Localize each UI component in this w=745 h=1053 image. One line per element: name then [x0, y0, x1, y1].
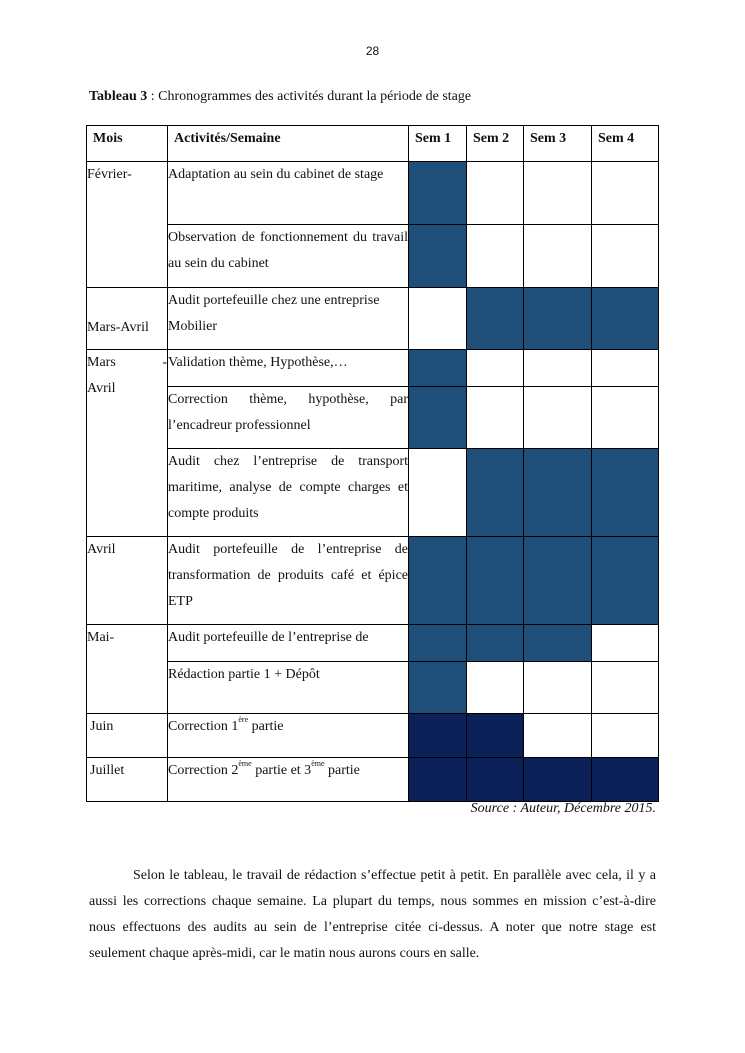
activity-cell: Adaptation au sein du cabinet de stage: [168, 162, 409, 225]
header-row: [87, 126, 659, 162]
activity-cell: Audit portefeuille de l’entreprise de: [168, 625, 409, 662]
week-cell: [467, 162, 524, 225]
week-cell: [409, 662, 467, 714]
week-cell: [592, 662, 659, 714]
table-row: [87, 662, 659, 714]
activity-cell: Rédaction partie 1 + Dépôt: [168, 662, 409, 714]
week-cell: [524, 714, 592, 758]
activity-text: Correction 2: [168, 763, 239, 778]
week-cell: [409, 387, 467, 449]
table-row: [87, 162, 659, 225]
header-sem2: Sem 2: [467, 126, 524, 162]
activity-cell: Correction thème, hypothèse, par l’encadreur professionnel: [168, 387, 409, 449]
table-row: [87, 350, 659, 387]
activity-cell: Observation de fonctionnement du travail au sein du cabinet: [168, 225, 409, 288]
week-cell: [467, 350, 524, 387]
week-cell: [409, 225, 467, 288]
month-mars-avril: Mars-Avril: [87, 288, 168, 350]
activity-text: partie: [248, 719, 284, 734]
activity-text: partie: [324, 763, 360, 778]
week-cell: [467, 662, 524, 714]
week-cell: [409, 758, 467, 802]
week-cell: [592, 714, 659, 758]
activity-cell: [168, 758, 409, 802]
week-cell: [467, 758, 524, 802]
month-mars: Mars: [87, 355, 116, 370]
week-cell: [524, 387, 592, 449]
week-cell: [524, 225, 592, 288]
week-cell: [592, 625, 659, 662]
week-cell: [467, 449, 524, 537]
activity-cell: Audit portefeuille de l’entreprise de transformation de produits café et épice ETP: [168, 537, 409, 625]
week-cell: [592, 350, 659, 387]
activity-cell: [168, 714, 409, 758]
caption-text: : Chronogrammes des activités durant la période de stage: [147, 89, 472, 104]
week-cell: [524, 449, 592, 537]
table-row: [87, 537, 659, 625]
activity-text: partie et 3: [251, 763, 312, 778]
activity-cell: Audit portefeuille chez une entreprise Mobilier: [168, 288, 409, 350]
week-cell: [467, 714, 524, 758]
week-cell: [592, 225, 659, 288]
activity-sup: ère: [238, 715, 249, 725]
month-mars-avril-2: [87, 350, 168, 537]
week-cell: [409, 162, 467, 225]
week-cell: [409, 288, 467, 350]
table-row: [87, 225, 659, 288]
table-row: [87, 288, 659, 350]
week-cell: [409, 714, 467, 758]
week-cell: [467, 537, 524, 625]
month-juillet: Juillet: [87, 758, 168, 802]
week-cell: [592, 537, 659, 625]
activity-cell: Audit chez l’entreprise de transport maritime, analyse de compte charges et compte produits: [168, 449, 409, 537]
table-row: [87, 387, 659, 449]
caption-label: Tableau 3: [89, 89, 148, 104]
header-sem4: Sem 4: [592, 126, 659, 162]
table-row: [87, 625, 659, 662]
month-dash: -: [162, 355, 167, 370]
month-avril-cont: Avril: [87, 381, 116, 396]
header-sem1: Sem 1: [409, 126, 467, 162]
week-cell: [524, 162, 592, 225]
body-paragraph: Selon le tableau, le travail de rédaction s’effectue petit à petit. En parallèle avec cela, il y a aussi les corrections chaque semaine. La plupart du temps, nous sommes en mission c’est-à-dire nous effectuons des audits au sein de l’entreprise citée ci-dessus. A noter que notre stage est seulement chaque après-midi, car le matin nous aurons cours en salle.: [89, 868, 656, 961]
week-cell: [524, 350, 592, 387]
week-cell: [467, 625, 524, 662]
week-cell: [467, 225, 524, 288]
week-cell: [524, 625, 592, 662]
week-cell: [592, 758, 659, 802]
week-cell: [524, 537, 592, 625]
table-row: [87, 758, 659, 802]
week-cell: [467, 288, 524, 350]
week-cell: [467, 387, 524, 449]
table-row: [87, 449, 659, 537]
table-row: [87, 714, 659, 758]
month-avril: Avril: [87, 537, 168, 625]
week-cell: [592, 387, 659, 449]
week-cell: [592, 449, 659, 537]
week-cell: [592, 288, 659, 350]
week-cell: [524, 288, 592, 350]
header-activites: Activités/Semaine: [168, 126, 409, 162]
week-cell: [524, 662, 592, 714]
header-mois: Mois: [87, 126, 168, 162]
chronogram-table: [86, 125, 659, 802]
page-number: 28: [365, 44, 380, 58]
week-cell: [524, 758, 592, 802]
table-caption: [89, 89, 471, 105]
week-cell: [409, 625, 467, 662]
week-cell: [592, 162, 659, 225]
week-cell: [409, 449, 467, 537]
activity-sup: ème: [238, 759, 252, 769]
month-juin: Juin: [87, 714, 168, 758]
week-cell: [409, 350, 467, 387]
month-mai: Mai-: [87, 625, 168, 714]
activity-cell: Validation thème, Hypothèse,…: [168, 350, 409, 387]
source-note: Source : Auteur, Décembre 2015.: [470, 801, 656, 816]
activity-text: Correction 1: [168, 719, 239, 734]
week-cell: [409, 537, 467, 625]
month-fevrier: Février-: [87, 162, 168, 288]
activity-sup: ème: [311, 759, 325, 769]
header-sem3: Sem 3: [524, 126, 592, 162]
